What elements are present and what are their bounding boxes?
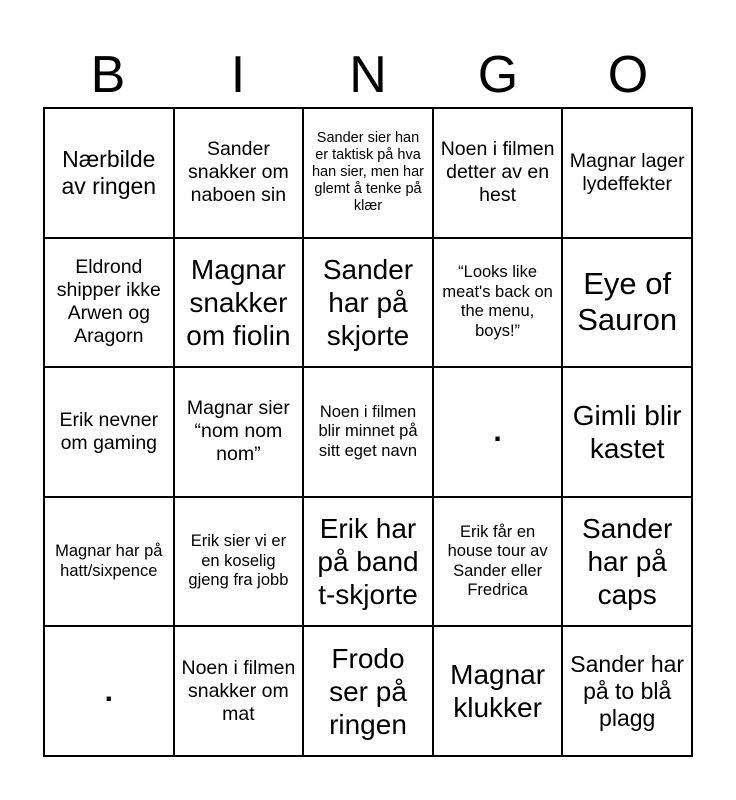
bingo-cell-r2c3[interactable]: Sander har på skjorte bbox=[303, 238, 433, 368]
bingo-cell-r5c2[interactable]: Noen i filmen snakker om mat bbox=[174, 626, 304, 756]
bingo-cell-r1c1[interactable]: Nærbilde av ringen bbox=[44, 108, 174, 238]
header-letter-n: N bbox=[349, 46, 387, 104]
header-letter-g: G bbox=[477, 46, 519, 104]
bingo-cell-r3c3[interactable]: Noen i filmen blir minnet på sitt eget navn bbox=[303, 367, 433, 497]
bingo-cell-r4c3[interactable]: Erik har på band t-skjorte bbox=[303, 497, 433, 627]
bingo-board bbox=[43, 107, 693, 757]
bingo-cell-r3c4[interactable]: . bbox=[433, 367, 563, 497]
bingo-cell-r4c2[interactable]: Erik sier vi er en koselig gjeng fra jobb bbox=[174, 497, 304, 627]
bingo-cell-r1c5[interactable]: Magnar lager lydeffekter bbox=[562, 108, 692, 238]
bingo-cell-r3c1[interactable]: Erik nevner om gaming bbox=[44, 367, 174, 497]
bingo-cell-r5c3[interactable]: Frodo ser på ringen bbox=[303, 626, 433, 756]
header-letter-b: B bbox=[90, 46, 126, 104]
bingo-cell-r2c4[interactable]: “Looks like meat's back on the menu, boys!” bbox=[433, 238, 563, 368]
bingo-cell-r3c2[interactable]: Magnar sier “nom nom nom” bbox=[174, 367, 304, 497]
bingo-cell-r1c3[interactable]: Sander sier han er taktisk på hva han sier, men har glemt å tenke på klær bbox=[303, 108, 433, 238]
bingo-cell-r4c5[interactable]: Sander har på caps bbox=[562, 497, 692, 627]
bingo-cell-r5c4[interactable]: Magnar klukker bbox=[433, 626, 563, 756]
header-letter-i: I bbox=[230, 46, 246, 104]
header-letter-o: O bbox=[607, 46, 649, 104]
bingo-cell-r5c1[interactable]: . bbox=[44, 626, 174, 756]
bingo-cell-r5c5[interactable]: Sander har på to blå plagg bbox=[562, 626, 692, 756]
bingo-cell-r2c5[interactable]: Eye of Sauron bbox=[562, 238, 692, 368]
bingo-cell-r2c1[interactable]: Eldrond shipper ikke Arwen og Aragorn bbox=[44, 238, 174, 368]
bingo-cell-r3c5[interactable]: Gimli blir kastet bbox=[562, 367, 692, 497]
bingo-cell-r4c4[interactable]: Erik får en house tour av Sander eller Fredrica bbox=[433, 497, 563, 627]
bingo-cell-r4c1[interactable]: Magnar har på hatt/sixpence bbox=[44, 497, 174, 627]
bingo-cell-r2c2[interactable]: Magnar snakker om fiolin bbox=[174, 238, 304, 368]
bingo-cell-r1c4[interactable]: Noen i filmen detter av en hest bbox=[433, 108, 563, 238]
bingo-header bbox=[43, 44, 693, 106]
bingo-cell-r1c2[interactable]: Sander snakker om naboen sin bbox=[174, 108, 304, 238]
